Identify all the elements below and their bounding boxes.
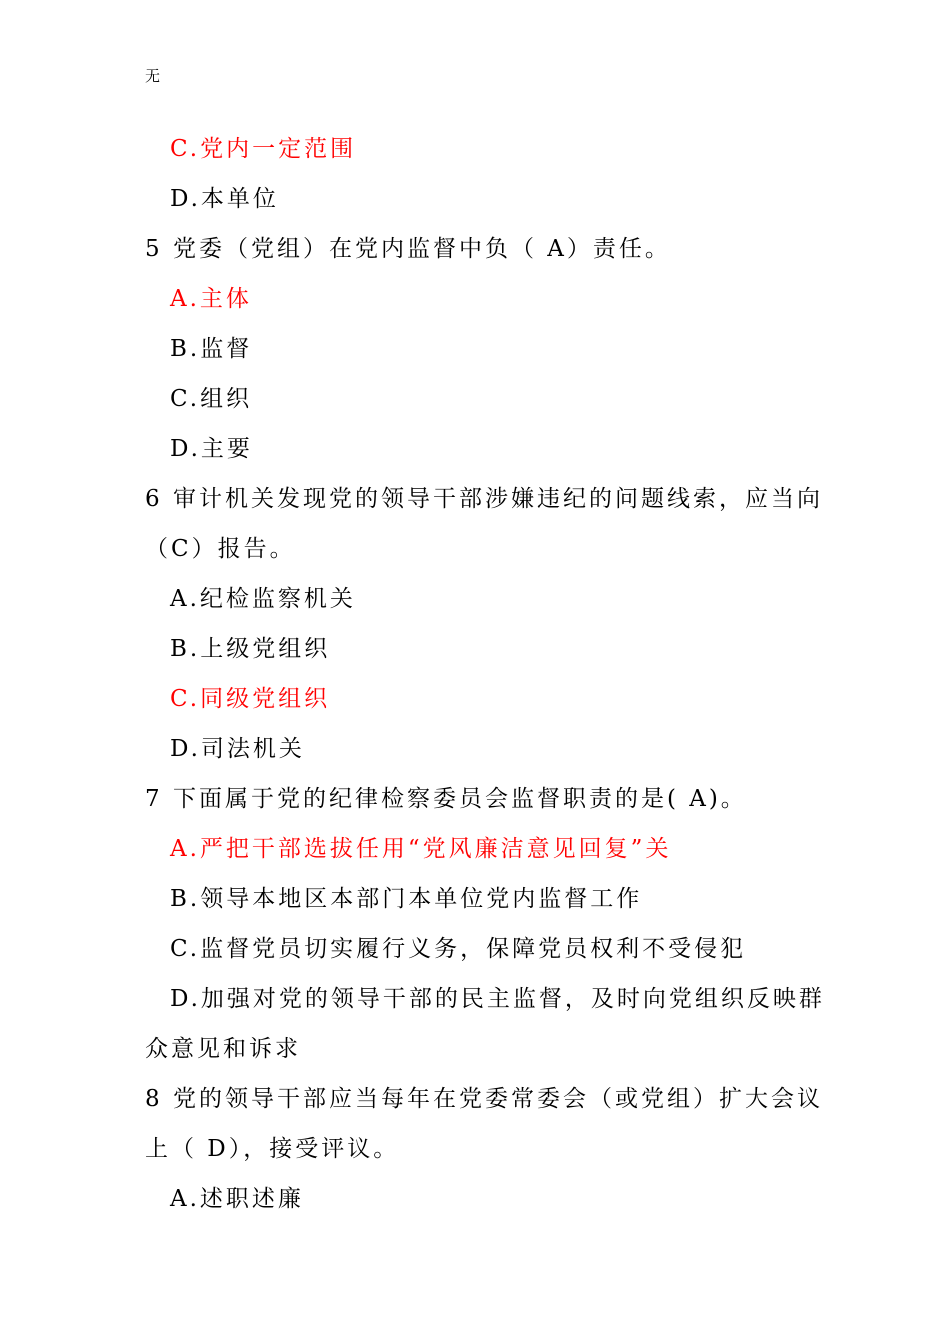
question-5-option-b: B.监督 — [170, 336, 253, 362]
question-7-option-b: B.领导本地区本部门本单位党内监督工作 — [170, 886, 643, 912]
question-7-option-a: A.严把干部选拔任用“党风廉洁意见回复”关 — [170, 836, 672, 862]
question-5-option-d: D.主要 — [170, 436, 253, 462]
question-8: 8 党的领导干部应当每年在党委常委会（或党组）扩大会议 — [145, 1086, 823, 1112]
question-5: 5 党委（党组）在党内监督中负（ A）责任。 — [145, 236, 671, 262]
question-7-option-c: C.监督党员切实履行义务，保障党员权利不受侵犯 — [170, 936, 747, 962]
option-5c-prev: C.党内一定范围 — [170, 136, 357, 162]
page-header: 无 — [145, 67, 161, 85]
question-6: 6 审计机关发现党的领导干部涉嫌违纪的问题线索，应当向 — [145, 486, 823, 512]
question-7-option-d: D.加强对党的领导干部的民主监督，及时向党组织反映群 — [170, 986, 825, 1012]
question-6-option-d: D.司法机关 — [170, 736, 305, 762]
question-7: 7 下面属于党的纪律检察委员会监督职责的是( A)。 — [145, 786, 747, 812]
question-7-option-d-continued: 众意见和诉求 — [145, 1036, 301, 1062]
question-5-option-c: C.组织 — [170, 386, 253, 412]
question-5-option-a: A.主体 — [170, 286, 252, 312]
question-6-option-b: B.上级党组织 — [170, 636, 331, 662]
question-6-option-a: A.纪检监察机关 — [170, 586, 356, 612]
option-d-prev: D.本单位 — [170, 186, 279, 212]
question-6-continued: （C）报告。 — [145, 536, 296, 562]
question-8-continued: 上（ D），接受评议。 — [145, 1136, 400, 1162]
question-8-option-a: A.述职述廉 — [170, 1186, 304, 1212]
question-6-option-c: C.同级党组织 — [170, 686, 331, 712]
